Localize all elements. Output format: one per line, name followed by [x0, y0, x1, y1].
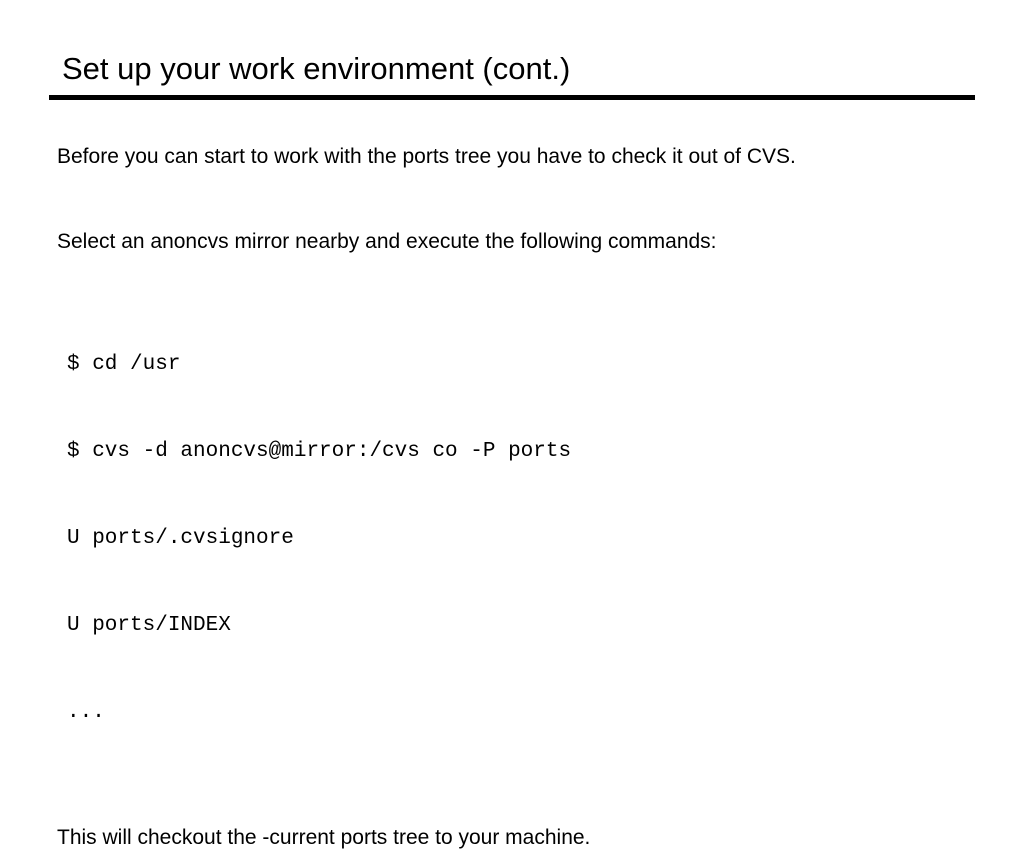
- intro-paragraph: Before you can start to work with the ports tree you have to check it out of CVS.: [57, 145, 796, 168]
- terminal-code-block: [67, 292, 977, 785]
- code-line: U ports/.cvsignore: [67, 527, 294, 550]
- page-title: Set up your work environment (cont.): [62, 51, 571, 86]
- code-line: $ cd /usr: [67, 353, 181, 376]
- title-divider: [49, 95, 975, 100]
- conclusion-paragraph: This will checkout the -current ports tree to your machine.: [57, 826, 591, 849]
- code-line: $ cvs -d anoncvs@mirror:/cvs co -P ports: [67, 440, 572, 463]
- code-line: U ports/INDEX: [67, 614, 231, 637]
- slide-body: [57, 136, 977, 852]
- instruction-paragraph: Select an anoncvs mirror nearby and execute the following commands:: [57, 230, 717, 253]
- code-line: ...: [67, 701, 105, 724]
